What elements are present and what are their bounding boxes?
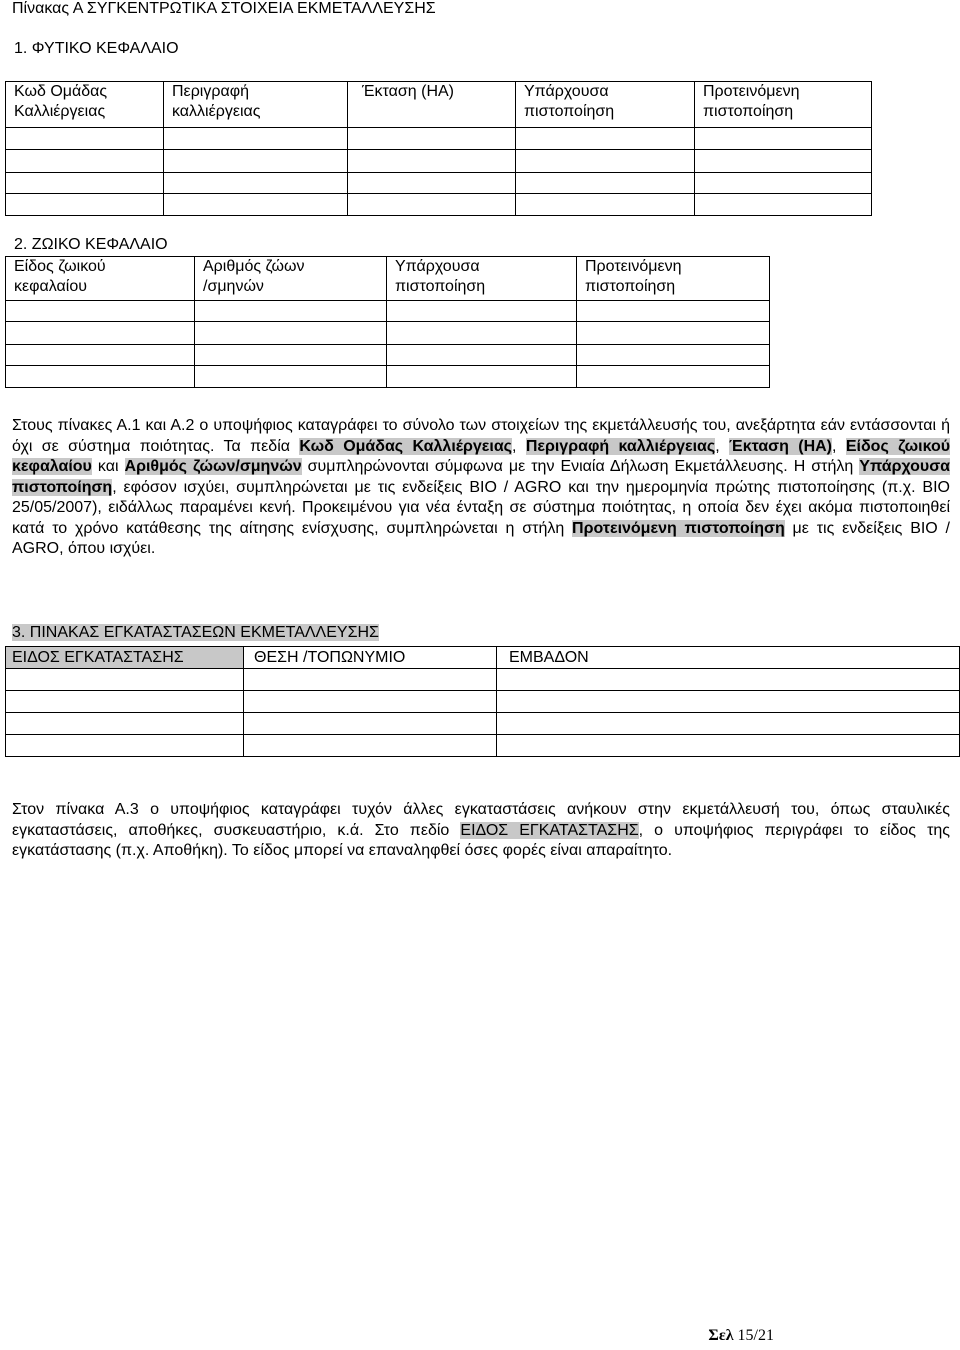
instructions-paragraph-1: Στους πίνακες Α.1 και Α.2 ο υποψήφιος καταγράφει το σύνολο των στοιχείων της εκμετάλλευσής του, ανεξάρτητα εάν εντάσσονται ή όχι σε σύστημα ποιότητας. Τα πεδία Κωδ Ομάδας Καλλιέργειας, Περιγραφή καλλιέργειας, Έκταση (HA), Είδος ζωικού κεφαλαίου και Αριθμός ζώων/σμηνών συμπληρώνονται σύμφωνα με την Ενιαία Δήλωση Εκμετάλλευσης. Η στήλη Υπάρχουσα πιστοποίηση, εφόσον ισχύει, συμπληρώνεται με τις ενδείξεις BIO / AGRO και την ημερομηνία πρώτης πιστοποίησης (π.χ. BIO 25/05/2007), ειδάλλως παραμένει κενή. Προκειμένου για νέα ένταξη σε σύστημα ποιότητας, η οποία δεν έχει ακόμα πιστοποιηθεί κατά το χρόνο κατάθεσης της αίτησης ενίσχυσης, συμπληρώνεται η στήλη Προτεινόμενη πιστοποίηση με τις ενδείξεις BIO / AGRO, όπου ισχύει. [12, 417, 951, 557]
col-header-proposed-cert: Προτεινόμενη πιστοποίηση [577, 257, 770, 301]
table-row [6, 173, 872, 194]
table-row [6, 150, 872, 173]
col-header-area: Έκταση (HA) [348, 82, 516, 128]
highlight-crop-code: Κωδ Ομάδας Καλλιέργειας [299, 437, 512, 455]
col-header-proposed-cert: Προτεινόμενη πιστοποίηση [695, 82, 872, 128]
highlight-proposed-cert: Προτεινόμενη πιστοποίηση [572, 519, 785, 537]
table-row [6, 691, 960, 713]
table-row [6, 128, 872, 150]
col-header-area: ΕΜΒΑΔΟΝ [497, 647, 960, 669]
highlight-animal-count: Αριθμός ζώων/σμηνών [124, 458, 302, 475]
col-header-animal-count: Αριθμός ζώων /σμηνών [195, 257, 387, 301]
table-row [6, 194, 872, 216]
section2-title: 2. ΖΩΙΚΟ ΚΕΦΑΛΑΙΟ [14, 236, 168, 253]
section1-title: 1. ΦΥΤΙΚΟ ΚΕΦΑΛΑΙΟ [14, 40, 179, 57]
col-header-existing-cert: Υπάρχουσα πιστοποίηση [387, 257, 577, 301]
page-title: Πίνακας Α ΣΥΓΚΕΝΤΡΩΤΙΚΑ ΣΤΟΙΧΕΙΑ ΕΚΜΕΤΑΛΛΕΥΣΗΣ [12, 0, 436, 17]
table-row [6, 301, 770, 322]
col-header-livestock-type: Είδος ζωικού κεφαλαίου [6, 257, 195, 301]
col-header-crop-code: Κωδ Ομάδας Καλλιέργειας [6, 82, 164, 128]
instructions-paragraph-2: Στον πίνακα Α.3 ο υποψήφιος καταγράφει τυχόν άλλες εγκαταστάσεις ανήκουν στην εκμετάλλευσή του, όπως σταυλικές εγκαταστάσεις, αποθήκες, συσκευαστήριο, κ.ά. Στο πεδίο ΕΙΔΟΣ ΕΓΚΑΤΑΣΤΑΣΗΣ, ο υποψήφιος περιγράφει το είδος της εγκατάστασης (π.χ. Αποθήκη). Το είδος μπορεί να επαναληφθεί όσες φορές είναι απαραίτητο. [12, 801, 951, 859]
page-number: Σελ 15/21 [708, 1327, 774, 1344]
highlight-area: Έκταση (HA) [729, 437, 833, 455]
table-row [6, 713, 960, 735]
table-livestock-capital [5, 256, 770, 388]
table-row [6, 345, 770, 366]
highlight-existing-cert: Υπάρχουσα πιστοποίηση [12, 458, 951, 496]
table-row [6, 669, 960, 691]
table-installations [5, 646, 960, 757]
table-row [6, 322, 770, 345]
col-header-location: ΘΕΣΗ /ΤΟΠΩΝΥΜΙΟ [244, 647, 497, 669]
highlight-installation-type: ΕΙΔΟΣ ΕΓΚΑΤΑΣΤΑΣΗΣ [460, 821, 639, 839]
table-row [6, 735, 960, 757]
table-row [6, 366, 770, 388]
col-header-existing-cert: Υπάρχουσα πιστοποίηση [516, 82, 695, 128]
col-header-crop-description: Περιγραφή καλλιέργειας [164, 82, 348, 128]
table-plant-capital [5, 81, 872, 216]
section3-title: 3. ΠΙΝΑΚΑΣ ΕΓΚΑΤΑΣΤΑΣΕΩΝ ΕΚΜΕΤΑΛΛΕΥΣΗΣ [12, 624, 379, 641]
highlight-livestock-type: Είδος ζωικού κεφαλαίου [12, 437, 951, 475]
col-header-installation-type: ΕΙΔΟΣ ΕΓΚΑΤΑΣΤΑΣΗΣ [6, 647, 244, 669]
highlight-crop-description: Περιγραφή καλλιέργειας [525, 437, 716, 455]
